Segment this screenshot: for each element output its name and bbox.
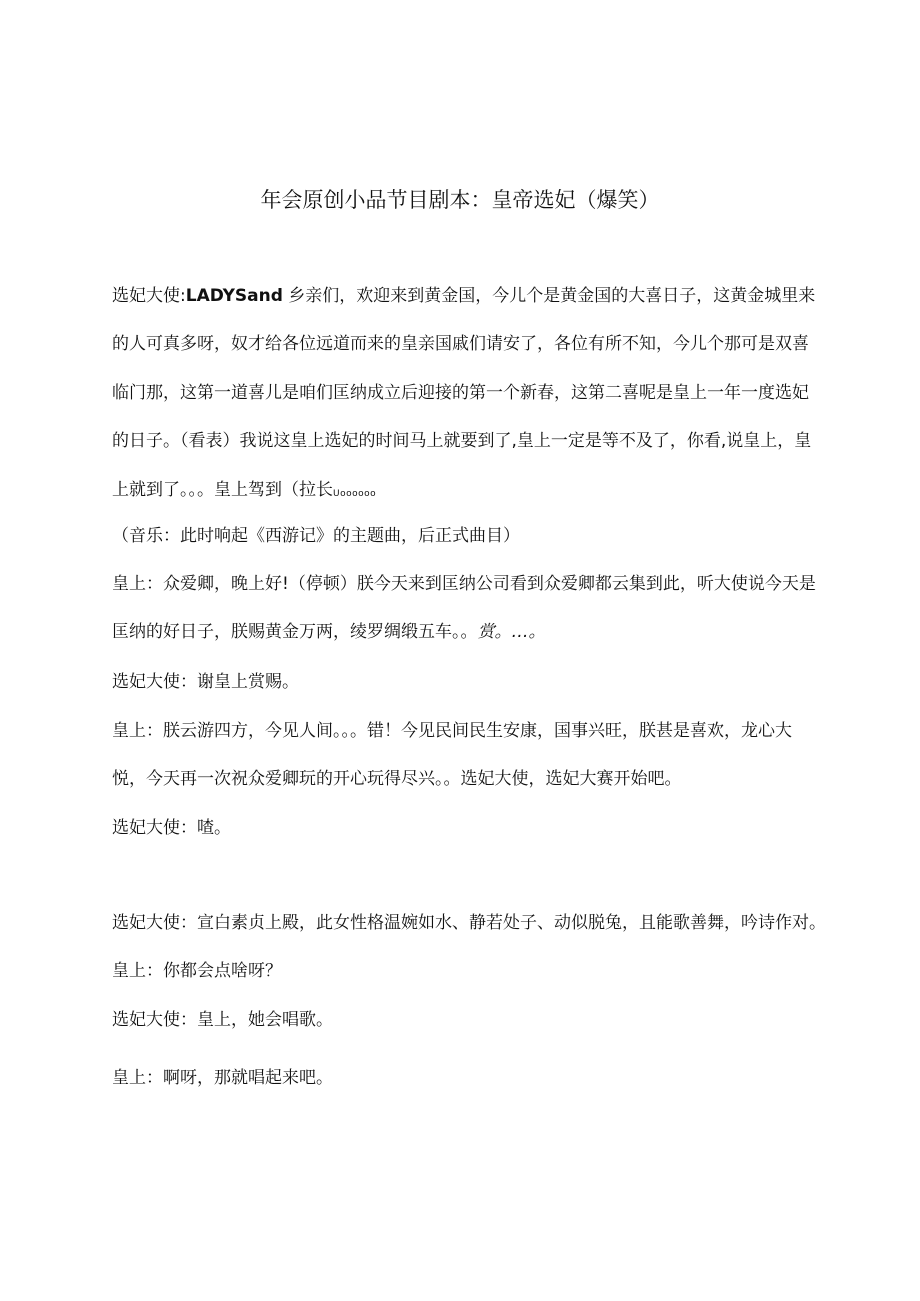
text-line: 悦，今天再一次祝众爱卿玩的开心玩得尽兴。。选妃大使，选妃大赛开始吧。 (112, 769, 682, 790)
line-envoy-thanks: 选妃大使：谢皇上赏赐。 (112, 672, 299, 692)
text-line: 的日子。（看表）我说这皇上选妃的时间马上就要到了,皇上一定是等不及了，你看,说皇上，皇 (112, 431, 812, 452)
small-text: Uoooooo (333, 488, 377, 499)
line-envoy-yes: 选妃大使：喳。 (112, 818, 231, 838)
text-line: 临门那，这第一道喜儿是咱们匡纳成立后迎接的第一个新春，这第二喜呢是皇上一年一度选妃 (112, 382, 809, 403)
line-envoy-sing: 选妃大使：皇上，她会唱歌。 (112, 1010, 333, 1030)
document-title: 年会原创小品节目剧本：皇帝选妃（爆笑） (260, 188, 660, 212)
line-emperor-sing: 皇上：啊呀，那就唱起来吧。 (112, 1068, 333, 1088)
italic-text: 赏。…。 (477, 622, 546, 643)
paragraph-envoy-opening (112, 272, 824, 514)
text-line (112, 608, 824, 656)
line-envoy-intro: 选妃大使：宣白素贞上殿，此女性格温婉如水、静若处子、动似脱兔，且能歌善舞，吟诗作对。 (112, 913, 826, 933)
text-line: 的人可真多呀，奴才给各位远道而来的皇亲国戚们请安了，各位有所不知，今儿个那可是双喜 (112, 334, 809, 355)
line-text: 匡纳的好日子，朕赐黄金万两，绫罗绸缎五车。。 (112, 622, 478, 643)
line-text: 乡亲们，欢迎来到黄金国，今儿个是黄金国的大喜日子，这黄金城里来 (282, 286, 816, 306)
paragraph-emperor-speech (112, 707, 824, 804)
line-emperor-ask: 皇上：你都会点啥呀？ (112, 961, 282, 981)
text-line (112, 272, 824, 320)
line-text: 上就到了。。。皇上驾到（拉长 (112, 479, 333, 500)
bold-name: LADYSand (185, 286, 283, 306)
paragraph-emperor-greeting (112, 560, 824, 657)
text-line: 皇上：众爱卿，晚上好!（停顿）朕今天来到匡纳公司看到众爱卿都云集到此，听大使说今天是 (112, 574, 816, 594)
speaker-label: 选妃大使: (112, 286, 186, 306)
stage-direction-music: （音乐：此时响起《西游记》的主题曲，后正式曲目） (112, 526, 520, 546)
text-line: 皇上：朕云游四方，今见人间。。。错！今见民间民生安康，国事兴旺，朕甚是喜欢，龙心大 (112, 721, 792, 741)
text-line (112, 466, 824, 514)
